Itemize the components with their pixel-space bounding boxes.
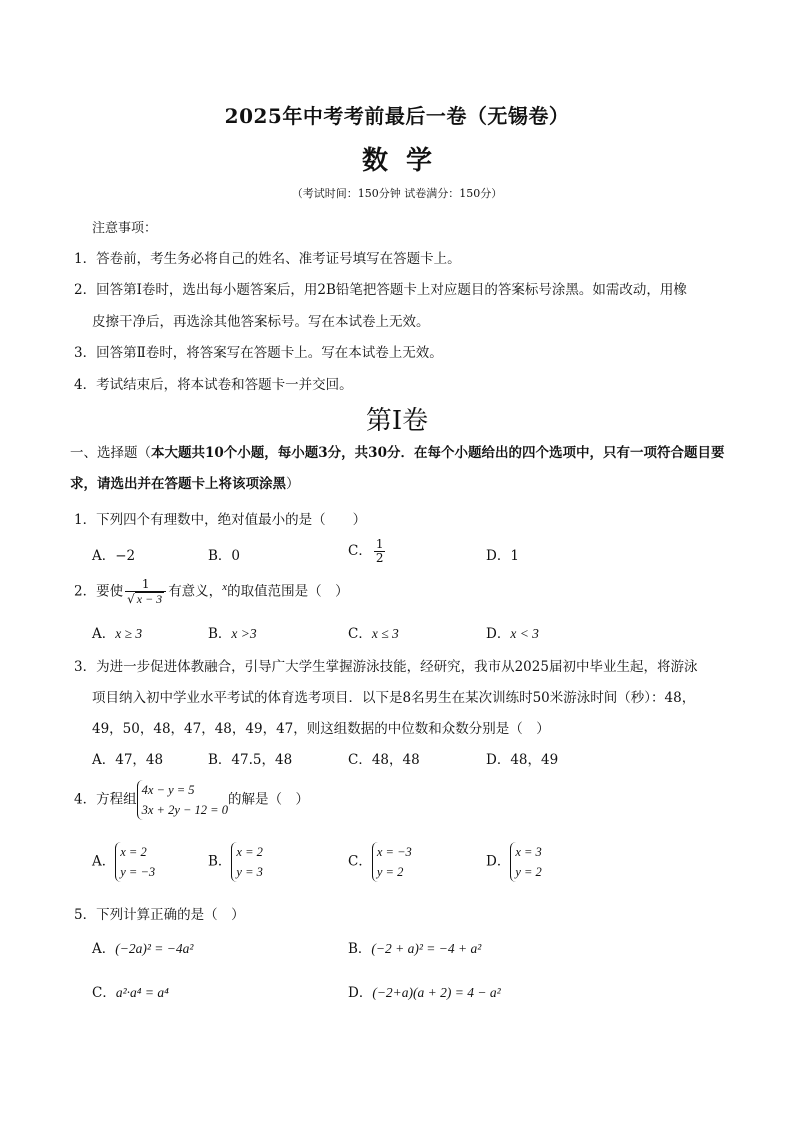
option-label: C．	[348, 853, 372, 870]
equation: y = −3	[120, 865, 156, 879]
equation: y = 2	[515, 865, 542, 879]
option-math: (−2 + a)² = −4 + a²	[371, 941, 482, 956]
option-c-fraction	[374, 538, 386, 565]
equation: x = 3	[515, 845, 542, 859]
notes-title: 注意事项：	[92, 221, 158, 236]
fraction-denominator: √ x − 3	[127, 592, 163, 606]
exam-title: 2025年中考考前最后一卷（无锡卷）	[224, 104, 570, 128]
option-label: C．	[348, 626, 372, 642]
option-label: D．	[348, 985, 373, 1001]
option-b: B．0	[208, 548, 241, 564]
equation: x = 2	[236, 845, 263, 859]
option-system	[231, 842, 262, 882]
option-math: x ≤ 3	[371, 626, 399, 641]
option-c-label: C．	[348, 543, 372, 559]
stem-fraction	[125, 578, 166, 606]
section-lead: 一、选择题（	[70, 445, 151, 461]
question-stem	[74, 578, 349, 606]
option-math: x < 3	[510, 626, 539, 641]
option-label: A．	[92, 626, 116, 642]
option-d	[348, 981, 501, 1001]
exam-info: （考试时间：150分钟 试卷满分：150分）	[291, 187, 503, 200]
option-a	[92, 937, 193, 957]
note-item: 4．考试结束后，将本试卷和答题卡一并交回。	[74, 377, 353, 393]
option-system	[510, 842, 541, 882]
option-c	[348, 842, 412, 882]
note-item: 2．回答第Ⅰ卷时，选出每小题答案后，用2B铅笔把答题卡上对应题目的答案标号涂黑。如需改动，用橡	[74, 282, 687, 298]
option-system	[372, 842, 412, 882]
option-label: A．	[92, 853, 116, 870]
option-a	[92, 842, 155, 882]
section-heading	[70, 438, 730, 500]
equation: x = −3	[376, 845, 412, 859]
fraction-denominator: 2	[375, 551, 384, 565]
stem-variable: x	[222, 581, 228, 593]
option-c	[92, 981, 169, 1001]
stem-text: 的解是（ ）	[228, 791, 309, 808]
option-c: C．48，48	[348, 752, 420, 768]
option-math: (−2a)² = −4a²	[115, 941, 194, 956]
option-a: A．−2	[92, 548, 136, 564]
option-math: x ≥ 3	[115, 626, 143, 641]
option-d: D．48，49	[486, 752, 559, 768]
equation: x = 2	[120, 845, 147, 859]
option-label: D．	[486, 853, 511, 870]
equation: y = 2	[376, 865, 404, 879]
section-tail: ）	[286, 476, 300, 492]
question-stem: 5．下列计算正确的是（ ）	[74, 907, 245, 923]
note-item: 3．回答第Ⅱ卷时，将答案写在答题卡上。写在本试卷上无效。	[74, 345, 443, 361]
option-math: (−2+a)(a + 2) = 4 − a²	[372, 985, 501, 1000]
option-math: x >3	[231, 626, 257, 641]
stem-text: 2．要使	[74, 583, 124, 600]
equation: y = 3	[236, 865, 263, 879]
option-b	[208, 622, 257, 642]
fraction-numerator: 1	[125, 578, 166, 592]
option-d	[486, 842, 542, 882]
option-d	[486, 622, 539, 642]
option-a	[92, 622, 142, 642]
option-label: B．	[348, 941, 372, 957]
option-d: D．1	[486, 548, 519, 564]
option-a: A．47，48	[92, 752, 164, 768]
option-c	[348, 622, 399, 642]
option-label: B．	[208, 626, 232, 642]
equation-system	[137, 780, 228, 820]
option-label: A．	[92, 941, 116, 957]
option-math: a²·a⁴ = a⁴	[115, 985, 169, 1000]
subject-title: 数学	[361, 146, 450, 176]
option-system	[115, 842, 155, 882]
equation: 3x + 2y − 12 = 0	[141, 803, 228, 817]
fraction-numerator: 1	[375, 537, 384, 551]
volume-title: 第Ⅰ卷	[365, 406, 429, 436]
question-stem	[74, 780, 309, 820]
option-b	[208, 842, 263, 882]
option-label: D．	[486, 626, 511, 642]
question-stem: 1．下列四个有理数中，绝对值最小的是（ ）	[74, 512, 367, 528]
sqrt-radicand: x − 3	[136, 592, 163, 606]
option-label: C．	[92, 985, 116, 1001]
option-b	[348, 937, 481, 957]
note-item: 1．答卷前，考生务必将自己的姓名、准考证号填写在答题卡上。	[74, 251, 461, 267]
question-stem-line: 项目纳入初中学业水平考试的体育选考项目．以下是8名男生在某次训练时50米游泳时间（秒）：48，	[92, 690, 696, 706]
question-stem-line: 49，50，48，47，48，49，47，则这组数据的中位数和众数分别是（ ）	[92, 721, 550, 737]
option-label: B．	[208, 853, 232, 870]
stem-text: 的取值范围是（ ）	[227, 583, 349, 600]
equation: 4x − y = 5	[141, 783, 195, 797]
note-item: 皮擦干净后，再选涂其他答案标号。写在本试卷上无效。	[92, 314, 430, 330]
section-instructions: 本大题共10个小题，每小题3分，共30分．在每个小题给出的四个选项中，只有一项符合题目要求，请选出并在答题卡上将该项涂黑	[70, 445, 725, 492]
stem-text: 有意义，	[168, 583, 223, 600]
question-stem-line: 3．为进一步促进体教融合，引导广大学生掌握游泳技能，经研究，我市从2025届初中毕业生起，将游泳	[74, 659, 698, 675]
option-b: B．47.5，48	[208, 752, 293, 768]
option-c	[348, 538, 387, 565]
stem-text: 4．方程组	[74, 791, 137, 808]
